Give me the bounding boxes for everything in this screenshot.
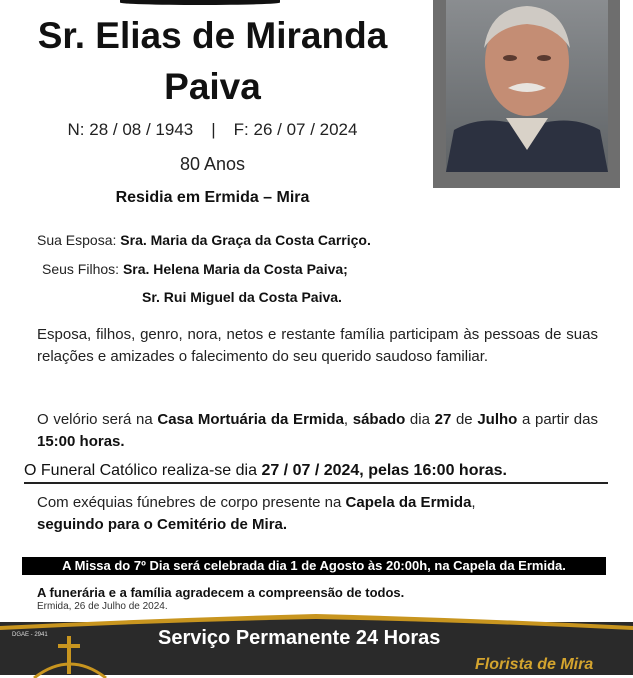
spouse-label: Sua Esposa: <box>37 232 117 248</box>
spouse-name: Sra. Maria da Graça da Costa Carriço. <box>120 232 371 248</box>
spouse-line <box>37 232 371 248</box>
date-separator: | <box>211 120 216 139</box>
portrait-photo <box>446 0 608 172</box>
deceased-name-line2: Paiva <box>164 66 261 107</box>
deceased-name-line1: Sr. Elias de Miranda <box>37 15 388 56</box>
funeral-date-time: 27 / 07 / 2024, pelas 16:00 horas. <box>261 462 507 479</box>
exequies-comma: , <box>471 494 476 511</box>
announcement-text: Esposa, filhos, genro, nora, netos e restante família participam às pessoas de suas relações e amizades o falecimento do seu querido saudoso familiar. <box>37 326 598 365</box>
top-decoration <box>120 0 280 5</box>
wake-daynum: 27 <box>434 411 452 428</box>
children-label: Seus Filhos: <box>42 261 120 277</box>
dgae-code: DGAE - 2941 <box>12 632 48 638</box>
child-1-name: Sra. Helena Maria da Costa Paiva; <box>122 261 348 277</box>
child-2-name: Sr. Rui Miguel da Costa Paiva. <box>142 289 342 305</box>
children-line <box>42 261 348 277</box>
residence: Residia em Ermida – Mira <box>115 189 310 206</box>
wake-time: 15:00 horas. <box>37 433 125 450</box>
wake-info <box>37 409 598 453</box>
wake-place: Casa Mortuária da Ermida <box>157 411 344 428</box>
florist-name: Florista de Mira <box>475 656 594 673</box>
age: 80 Anos <box>179 154 246 174</box>
exequies-info <box>37 492 598 536</box>
birth-date: N: 28 / 08 / 1943 <box>67 120 194 139</box>
funeral-underline <box>24 482 608 484</box>
exequies-chapel: Capela da Ermida <box>345 494 472 511</box>
child-2-line <box>142 289 342 305</box>
exequies-next: seguindo para o Cemitério de Mira. <box>37 516 288 533</box>
wake-text-4: de <box>451 411 478 428</box>
funeral-text: O Funeral Católico realiza-se dia <box>24 462 262 479</box>
life-dates <box>0 120 425 140</box>
place-date: Ermida, 26 de Julho de 2024. <box>37 601 168 612</box>
wake-text-2: , <box>343 411 353 428</box>
funeral-info <box>24 462 609 480</box>
funeral-cross-logo-icon <box>30 628 110 678</box>
wake-text-3: dia <box>405 411 435 428</box>
mass-banner: A Missa do 7º Dia será celebrada dia 1 de Agosto às 20:00h, na Capela da Ermida. <box>22 557 606 575</box>
wake-day: sábado <box>352 411 406 428</box>
service-banner: Serviço Permanente 24 Horas <box>158 627 441 649</box>
wake-text-5: a partir das <box>517 411 598 428</box>
thanks-text: A funerária e a família agradecem a compreensão de todos. <box>37 585 405 600</box>
wake-text-1: O velório será na <box>37 411 158 428</box>
wake-month: Julho <box>477 411 518 428</box>
exequies-text: Com exéquias fúnebres de corpo presente na <box>37 494 346 511</box>
death-date: F: 26 / 07 / 2024 <box>233 120 358 139</box>
